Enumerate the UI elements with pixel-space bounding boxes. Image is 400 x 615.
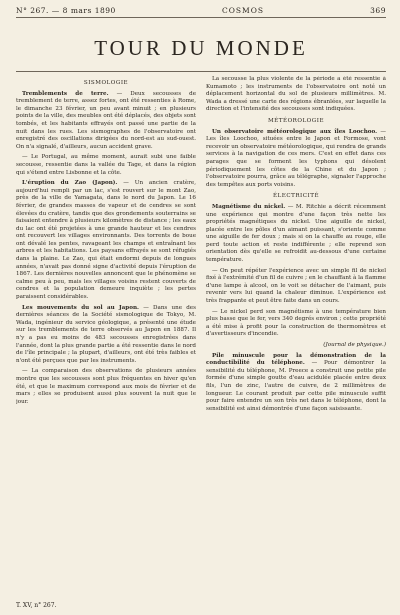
article-text: — Deux secousses de tremblement de terre, assez fortes, ont été ressenties à Rome, le dimanche 23 février, un peu avant minuit ; en plusieurs points de la ville, des meubles ont été déplacés, des objets sont tombés, et les habitants effrayés ont passé une partie de la nuit dans les rues. Les sismographes de l'observatoire ont enregistré des oscillations dirigées du nord-est au sud-ouest. On n'a signalé, d'ailleurs, aucun accident grave. xyxy=(16,90,196,150)
page-number: 369 xyxy=(370,6,386,15)
running-header xyxy=(16,6,386,18)
article-text: — Les îles Loochoo, situées entre le Japon et Formose, vont recevoir un observatoire météorologique, qui rendra de grands services à la navigation de ces mers. C'est en effet dans ces parages que se forment les typhons qui désolent périodiquement les côtes de la Chine et du Japon ; l'observatoire pourra, grâce au télégraphe, signaler l'approche des tempêtes aux ports voisins. xyxy=(206,128,386,188)
article-text: — Pour démontrer la sensibilité du téléphone, M. Preece a construit une petite pile formée d'une simple goutte d'eau acidulée placée entre deux fils, l'un de zinc, l'autre de cuivre, de 2 millimètres de longueur. Le courant produit par cette pile minuscule suffit pour faire entendre un son très net dans le téléphone, dont la sensibilité est ainsi démontrée d'une façon saisissante. xyxy=(206,360,386,412)
paragraph: — Le nickel perd son magnétisme à une température bien plus basse que le fer, vers 340 degrés environ ; cette propriété a été mise à profit pour la construction de thermomètres et d'avertisseurs d'incendie. xyxy=(206,308,386,338)
section-heading: ÉLECTRICITÉ xyxy=(272,193,320,200)
paragraph: — On peut répéter l'expérience avec un simple fil de nickel fixé à l'extrémité d'un fil de cuivre ; en le chauffant à la flamme d'une lampe à alcool, on le voit se détacher de l'aimant, puis revenir vers lui quand la chaleur diminue. L'expérience est très frappante et peut être faite dans un cours. xyxy=(206,267,386,305)
paragraph: — Le Portugal, au même moment, aurait subi une faible secousse, ressentie dans la vallée du Tage, et dans la région qui s'étend entre Lisbonne et la côte. xyxy=(16,154,196,176)
volume-footer: T. XV, n° 267. xyxy=(16,602,57,609)
paragraph: La secousse la plus violente de la période a été ressentie à Kumamoto ; les instruments de l'observatoire ont noté un déplacement horizontal du sol de plusieurs millimètres. M. Wada a dressé une carte des régions ébranlées, sur laquelle la direction et l'intensité des secousses sont indiquées. xyxy=(206,76,386,113)
paragraph xyxy=(16,180,196,302)
article-heading: Un observatoire météorologique aux îles Loochoo. xyxy=(212,128,378,135)
paragraph xyxy=(206,353,386,414)
article-text: — Un ancien cratère, aujourd'hui rempli par un lac, s'est rouvert sur le mont Zao, près de la ville de Yamagata, dans le nord du Japon. Le 16 février, de grandes masses de vapeur et de cendres se sont élevées du cratère, tandis que des grondements souterrains se faisaient entendre à plusieurs kilomètres de distance ; les eaux du lac ont été projetées à une grande hauteur et les cendres ont recouvert les villages environnants. Des torrents de boue ont dévalé les pentes, ravageant les champs et entraînant les arbres et les habitations. Les paysans effrayés se sont réfugiés dans la plaine. Le Zao, qui était endormi depuis de longues années, n'avait pas donné signe d'activité depuis l'éruption de 1867. Les dernières nouvelles annoncent que le phénomène se calme peu à peu, mais les villages voisins restent couverts de cendres et la population demeure inquiète ; les pertes paraissent considérables. xyxy=(16,180,196,301)
paragraph: — La comparaison des observations de plusieurs années montre que les secousses sont plus fréquentes en hiver qu'en été, et que le maximum correspond aux mois de février et de mars ; elles se produisent aussi plus souvent la nuit que le jour. xyxy=(16,368,196,405)
paragraph xyxy=(16,305,196,366)
paragraph xyxy=(16,91,196,152)
right-column xyxy=(206,76,386,604)
section-banner: TOUR DU MONDE xyxy=(94,36,308,60)
divider xyxy=(16,71,386,72)
article-text: — M. Ritchie a décrit récemment une expérience qui montre d'une façon très nette les propriétés magnétiques du nickel. Une aiguille de nickel, placée entre les pôles d'un aimant puissant, s'oriente comme une aiguille de fer doux ; mais si on la chauffe au rouge, elle perd toute action et reste indifférente ; elle reprend son orientation dès qu'elle se refroidit au-dessous d'une certaine température. xyxy=(206,203,386,264)
source-citation: (Journal de physique.) xyxy=(323,342,386,348)
article-text: — Dans une des dernières séances de la Société sismologique de Tokyo, M. Wada, ingénieur du service géologique, a présenté une étude sur les tremblements de terre observés au Japon en 1887. Il n'y a pas eu moins de 483 secousses enregistrées dans l'année, dont la plus grande partie a été ressentie dans le nord de l'île principale ; la plupart, d'ailleurs, ont été très faibles et n'ont été perçues que par les instruments. xyxy=(16,304,196,364)
article-heading: L'éruption du Zao (Japon). xyxy=(22,180,118,187)
magazine-name: COSMOS xyxy=(221,6,264,15)
article-heading: Magnétisme du nickel. xyxy=(212,203,286,210)
paragraph xyxy=(206,129,386,190)
article-columns xyxy=(16,76,386,604)
issue-date: N° 267. — 8 mars 1890 xyxy=(16,6,116,15)
article-heading: Les mouvements du sol au Japon. xyxy=(22,304,139,311)
section-heading: SISMOLOGIE xyxy=(83,80,129,86)
article-heading: Pile minuscule pour la démonstration de la conductibilité du téléphone. xyxy=(206,352,386,367)
article-heading: Tremblements de terre. xyxy=(22,90,109,97)
section-heading: MÉTÉOROLOGIE xyxy=(267,117,325,124)
left-column xyxy=(16,76,196,604)
paragraph xyxy=(206,204,386,265)
